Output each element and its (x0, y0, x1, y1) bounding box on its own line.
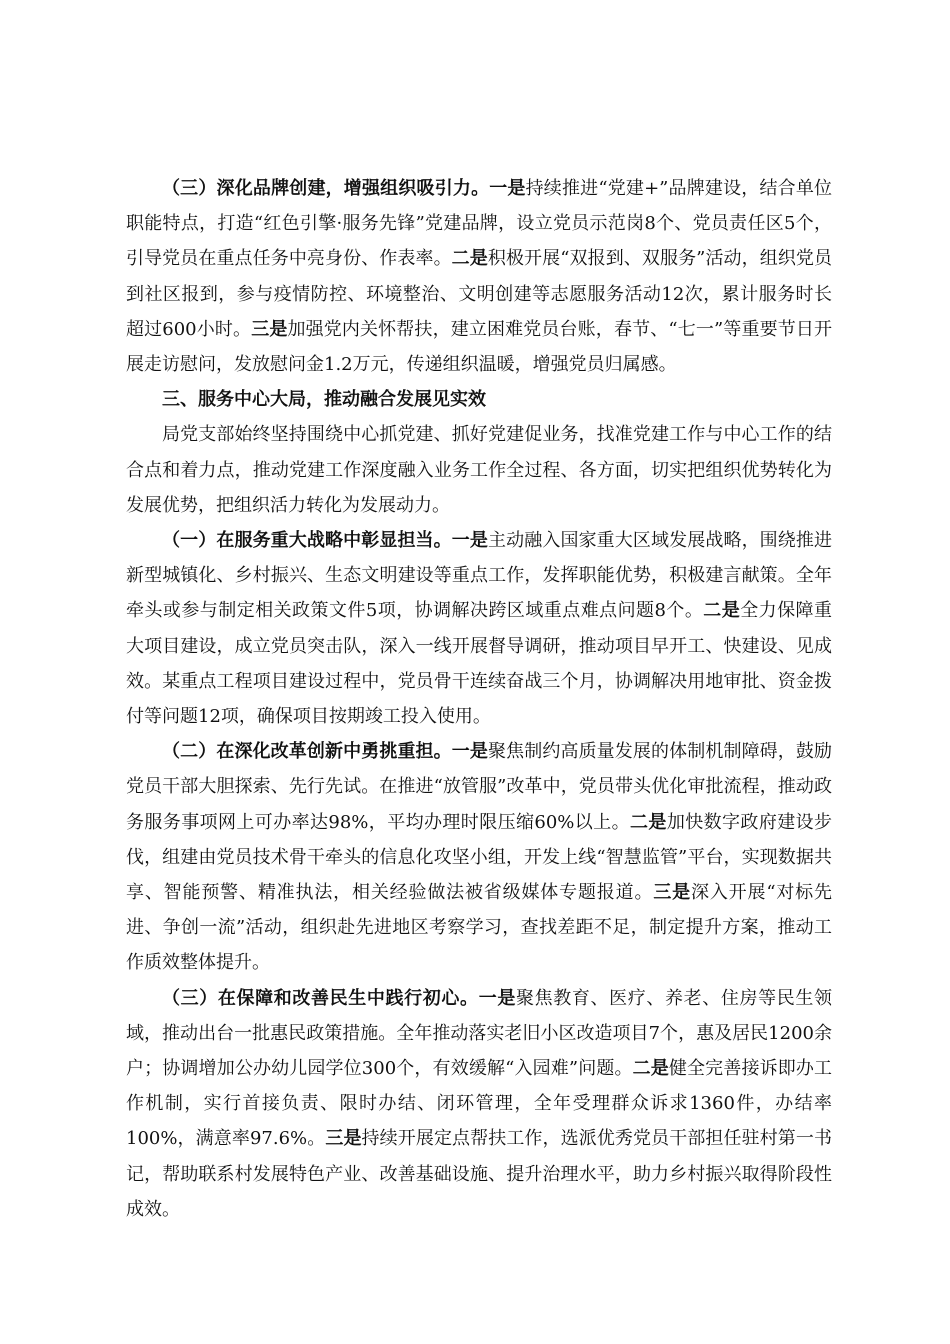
bold-run: （二）在深化改革创新中勇挑重担。 (162, 741, 452, 763)
bold-run: （一）在服务重大战略中彰显担当。 (162, 530, 452, 552)
text-run: 主动融入国家重大区域发展战略，围绕推进新型城镇化、乡村振兴、生态文明建设等重点工作，发挥职能优势，积极建言献策。全年牵头或参与制定相关政策文件5项，协调解决跨区域重点难点问题8个。 (126, 530, 833, 622)
bold-run: 二是 (632, 1058, 669, 1080)
paragraph (126, 734, 832, 980)
text-run: 局党支部始终坚持围绕中心抓党建、抓好党建促业务，找准党建工作与中心工作的结合点和着力点，推动党建工作深度融入业务工作全过程、各方面，切实把组织优势转化为发展优势，把组织活力转化为发展动力。 (126, 424, 832, 516)
paragraph (126, 417, 832, 523)
bold-run: （三）深化品牌创建，增强组织吸引力。 (162, 178, 490, 199)
bold-run: 一是 (451, 741, 489, 763)
text-run: 加快数字政府建设步伐，组建由党员技术骨干牵头的信息化攻坚小组，开发上线“智慧监管”平台，实现数据共享、智能预警、精准执法，相关经验做法被省级媒体专题报道。 (126, 811, 833, 904)
text-run: 持续推进“党建+”品牌建设，结合单位职能特点，打造“红色引擎·服务先锋”党建品牌，设立党员示范岗8个、党员责任区5个，引导党员在重点任务中亮身份、作表率。 (126, 178, 832, 270)
paragraph (126, 981, 832, 1227)
bold-run: 三是 (251, 318, 288, 340)
text-run: 健全完善接诉即办工作机制，实行首接负责、限时办结、闭环管理，全年受理群众诉求1360件，办结率100%，满意率97.6%。 (126, 1058, 833, 1150)
bold-run: 三是 (653, 882, 691, 904)
bold-run: 一是 (478, 987, 516, 1009)
paragraph (126, 171, 832, 382)
section-heading: 三、服务中心大局，推动融合发展见实效 (162, 389, 486, 411)
text-run: 积极开展“双报到、双服务”活动，组织党员到社区报到，参与疫情防控、环境整治、文明创建等志愿服务活动12次，累计服务时长超过600小时。 (126, 248, 833, 340)
bold-run: 二是 (703, 600, 741, 622)
bold-run: 二是 (451, 248, 488, 270)
bold-run: 二是 (630, 811, 667, 833)
text-run: 全力保障重大项目建设，成立党员突击队，深入一线开展督导调研，推动项目早开工、快建设、见成效。某重点工程项目建设过程中，党员骨干连续奋战三个月，协调解决用地审批、资金拨付等问题12项，确保项目按期竣工投入使用。 (126, 600, 833, 728)
document-body (126, 171, 832, 1227)
text-run: 聚焦制约高质量发展的体制机制障碍，鼓励党员干部大胆探索、先行先试。在推进“放管服”改革中，党员带头优化审批流程，推动政务服务事项网上可办率达98%，平均办理时限压缩60%以上。 (126, 741, 833, 833)
paragraph (126, 523, 832, 734)
bold-run: 一是 (489, 178, 526, 199)
bold-run: 三是 (325, 1128, 362, 1150)
text-run: 深入开展“对标先进、争创一流”活动，组织赴先进地区考察学习，查找差距不足，制定提升方案，推动工作质效整体提升。 (126, 882, 833, 974)
text-run: 聚焦教育、医疗、养老、住房等民生领域，推动出台一批惠民政策措施。全年推动落实老旧小区改造项目7个，惠及居民1200余户；协调增加公办幼儿园学位300个，有效缓解“入园难”问题。 (126, 987, 833, 1080)
bold-run: （三）在保障和改善民生中践行初心。 (162, 987, 479, 1009)
bold-run: 一是 (451, 530, 489, 552)
text-run: 持续开展定点帮扶工作，选派优秀党员干部担任驻村第一书记，帮助联系村发展特色产业、改善基础设施、提升治理水平，助力乡村振兴取得阶段性成效。 (126, 1128, 833, 1220)
text-run: 加强党内关怀帮扶，建立困难党员台账，春节、“七一”等重要节日开展走访慰问，发放慰问金1.2万元，传递组织温暖，增强党员归属感。 (126, 318, 833, 376)
